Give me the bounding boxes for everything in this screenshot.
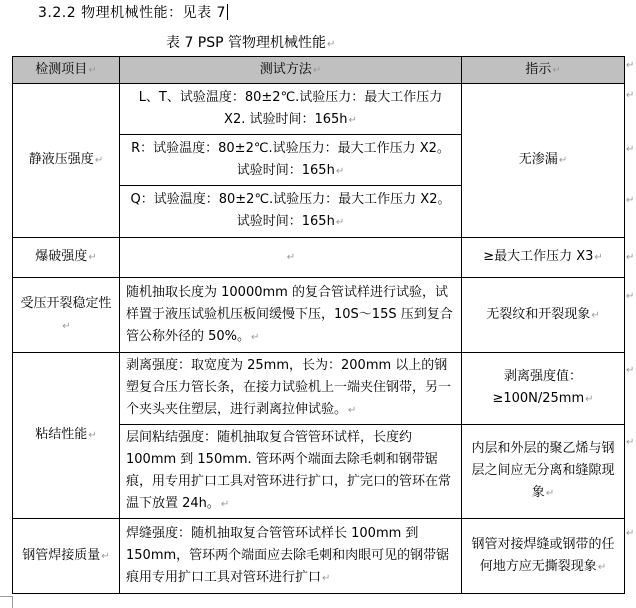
indication-cell: 无渗漏↵: [462, 84, 625, 238]
paragraph-mark-icon: ↵: [312, 64, 322, 76]
paragraph-mark-icon: ↵: [327, 39, 336, 50]
section-heading-text: 3.2.2 物理机械性能：见表 7: [38, 5, 226, 21]
paragraph-mark-icon: ↵: [88, 64, 97, 76]
table-row: [13, 353, 625, 425]
paragraph-mark-icon: ↵: [545, 488, 555, 499]
paragraph-mark-icon: ↵: [88, 430, 97, 441]
paragraph-mark-icon: ↵: [335, 217, 345, 228]
method-cell: 层间粘结强度：随机抽取复合管管环试样，长度约 100mm 到 150mm. 管环两个端面去除毛刺和钢带锯痕，用专用扩口工具对管环进行扩口，扩完口的管环在常温下放置 24h。↵: [120, 425, 462, 519]
item-cell: 静液压强度↵: [13, 84, 120, 238]
paragraph-mark-icon: ↵: [594, 252, 603, 263]
row-end-mark-icon: ↵: [626, 144, 635, 155]
indication-cell: ≥最大工作压力 X3↵: [462, 238, 625, 278]
table-caption: [166, 32, 335, 52]
indication-cell: 剥离强度值：≥100N/25mm↵: [462, 353, 625, 425]
section-heading: [38, 2, 228, 22]
paragraph-mark-icon: ↵: [88, 252, 97, 263]
row-end-mark-icon: ↵: [626, 437, 635, 448]
header-item: 检测项目↵: [13, 57, 120, 84]
paragraph-mark-icon: ↵: [62, 320, 71, 332]
table-row: [13, 278, 625, 353]
method-cell: [120, 238, 462, 278]
row-end-mark-icon: ↵: [626, 195, 635, 206]
paragraph-mark-icon: ↵: [348, 114, 357, 126]
table-row: [13, 519, 625, 594]
method-cell: R：试验温度：80±2℃.试验压力：最大工作压力 X2。试验时间：165h↵: [120, 135, 462, 186]
method-cell: 剥离强度：取宽度为 25mm，长为：200mm 以上的钢塑复合压力管长条，在接力试验机上一端夹住钢带，另一个夹头夹住塑层，进行剥离拉伸试验。↵: [120, 353, 462, 425]
indication-cell: 无裂纹和开裂现象↵: [462, 278, 625, 353]
page-corner-mark: [0, 596, 13, 608]
row-end-mark-icon: ↵: [626, 60, 635, 71]
table-header-row: [13, 57, 625, 84]
paragraph-mark-icon: ↵: [558, 155, 568, 166]
header-indication: 指示↵: [462, 57, 625, 84]
method-cell: Q：试验温度：80±2℃.试验压力：最大工作压力 X2。试验时间：165h↵: [120, 186, 462, 238]
paragraph-mark-icon: ↵: [251, 331, 260, 343]
item-cell: 钢管焊接质量↵: [13, 519, 120, 594]
paragraph-mark-icon: ↵: [101, 550, 110, 562]
row-end-mark-icon: ↵: [626, 90, 635, 101]
paragraph-mark-icon: ↵: [220, 499, 230, 510]
paragraph-mark-icon: ↵: [286, 252, 296, 263]
row-end-mark-icon: ↵: [626, 365, 635, 376]
table-caption-text: 表 7 PSP 管物理机械性能: [166, 35, 327, 51]
item-cell: 粘结性能↵: [13, 353, 120, 519]
indication-cell: 内层和外层的聚乙烯与钢层之间应无分离和缝隙现象↵: [462, 425, 625, 519]
paragraph-mark-icon: ↵: [591, 309, 600, 321]
method-cell: L、T、试验温度：80±2℃.试验压力：最大工作压力 X2. 试验时间：165h↵: [120, 84, 462, 135]
item-cell: 受压开裂稳定性↵: [13, 278, 120, 353]
paragraph-mark-icon: ↵: [597, 561, 607, 573]
paragraph-mark-icon: ↵: [552, 64, 561, 76]
table-row: [13, 238, 625, 278]
method-cell: 焊缝强度：随机抽取复合管管环试样长 100mm 到 150mm，管环两个端面应去除毛刺和肉眼可见的钢带锯痕用专用扩口工具对管环进行扩口↵: [120, 519, 462, 594]
paragraph-mark-icon: ↵: [585, 394, 594, 405]
paragraph-mark-icon: ↵: [335, 165, 345, 177]
paragraph-mark-icon: ↵: [348, 405, 357, 416]
properties-table: [12, 56, 625, 594]
paragraph-mark-icon: ↵: [322, 572, 331, 584]
row-end-mark-icon: ↵: [626, 291, 635, 302]
paragraph-mark-icon: ↵: [94, 155, 104, 166]
row-end-mark-icon: ↵: [626, 528, 635, 539]
row-end-mark-icon: ↵: [626, 252, 635, 263]
header-method: 测试方法↵: [120, 57, 462, 84]
text-cursor: [227, 4, 228, 20]
indication-cell: 钢管对接焊缝或钢带的任何地方应无撕裂现象↵: [462, 519, 625, 594]
item-cell: 爆破强度↵: [13, 238, 120, 278]
method-cell: 随机抽取长度为 10000mm 的复合管试样进行试验，试样置于液压试验机压板间缓慢下压，10S～15S 压到复合管公称外径的 50%。↵: [120, 278, 462, 353]
table-row: [13, 84, 625, 135]
